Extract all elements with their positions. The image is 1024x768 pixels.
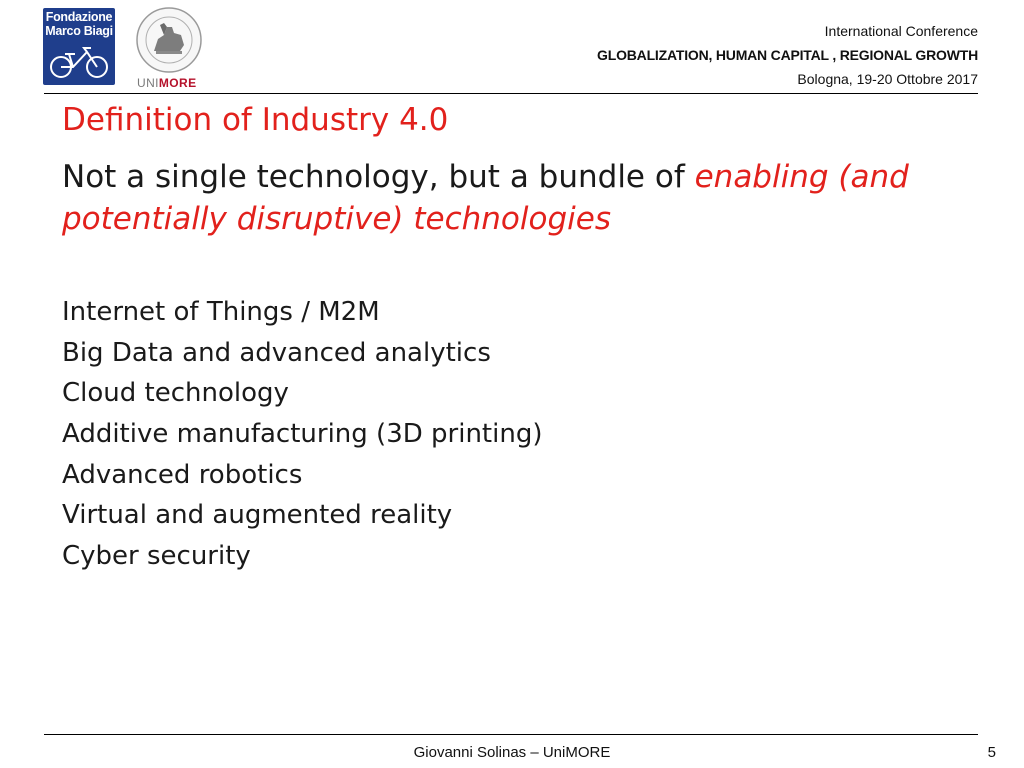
- list-item: Advanced robotics: [62, 459, 303, 490]
- intro-emphasis-text: enabling (and potentially disruptive) technologies: [62, 159, 909, 237]
- list-item: Cyber security: [62, 541, 251, 572]
- footer-divider: [44, 734, 978, 735]
- list-item: Cloud technology: [62, 378, 289, 409]
- conference-date: Bologna, 19-20 Ottobre 2017: [797, 71, 978, 87]
- list-item: Internet of Things / M2M: [62, 297, 380, 327]
- list-item: Additive manufacturing (3D printing): [62, 419, 543, 450]
- list-item: Big Data and advanced analytics: [62, 337, 491, 368]
- unimore-more-text: MORE: [158, 76, 197, 90]
- header-divider: [44, 93, 978, 94]
- slide-intro: [62, 156, 942, 240]
- footer-author: Giovanni Solinas – UniMORE: [413, 744, 611, 761]
- technology-list: [62, 292, 542, 577]
- logo-text-line1: Fondazione: [45, 10, 113, 24]
- list-item: Virtual and augmented reality: [62, 500, 453, 531]
- university-seal-logo: [134, 5, 204, 75]
- conference-label: International Conference: [824, 23, 978, 39]
- intro-plain-text: Not a single technology, but a bundle of: [62, 159, 695, 195]
- logo-text-line2: Marco Biagi: [45, 24, 113, 38]
- conference-title: GLOBALIZATION, HUMAN CAPITAL , REGIONAL GROWTH: [597, 47, 978, 63]
- page-number: 5: [987, 744, 996, 761]
- unimore-wordmark: [137, 76, 196, 90]
- bicycle-icon: [47, 46, 111, 80]
- unimore-uni-text: UNI: [137, 76, 159, 90]
- fondazione-marco-biagi-logo: [43, 8, 115, 85]
- slide-title: Definition of Industry 4.0: [62, 102, 449, 138]
